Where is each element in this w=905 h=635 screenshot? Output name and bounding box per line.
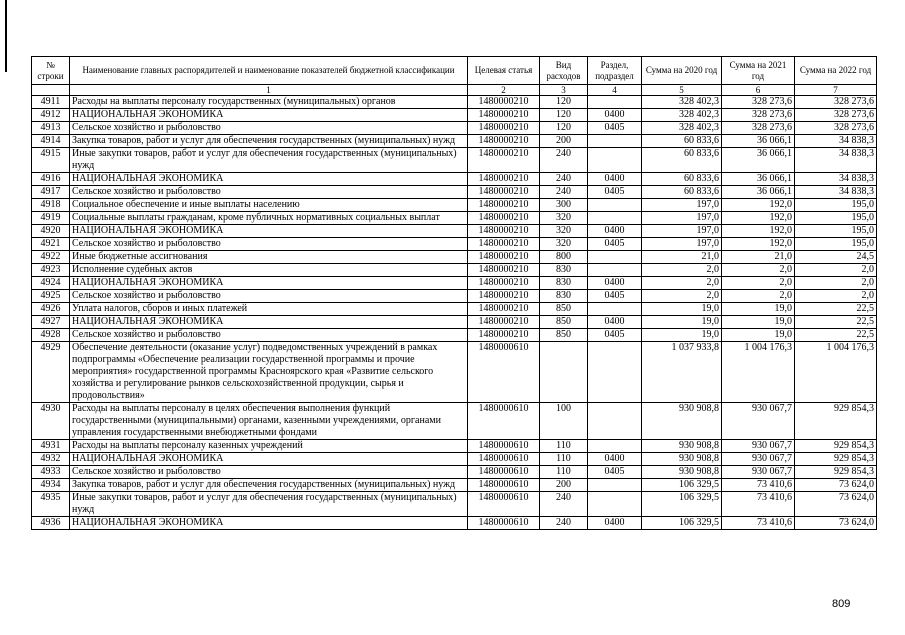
row-sum-2021: 36 066,1: [722, 186, 795, 199]
row-sum-2020: 21,0: [642, 251, 722, 264]
row-sum-2021: 930 067,7: [722, 466, 795, 479]
row-sum-2021: 2,0: [722, 277, 795, 290]
row-target-article: 1480000210: [468, 109, 540, 122]
table-row: [32, 329, 877, 342]
column-number: 1: [70, 85, 468, 96]
row-number: 4911: [32, 96, 70, 109]
row-sum-2020: 2,0: [642, 264, 722, 277]
row-sum-2022: 195,0: [795, 199, 877, 212]
row-name: Социальные выплаты гражданам, кроме публичных нормативных социальных выплат: [70, 212, 468, 225]
row-section: 0400: [588, 225, 642, 238]
table-row: [32, 277, 877, 290]
row-sum-2021: 192,0: [722, 238, 795, 251]
header-section: Раздел, подраздел: [588, 57, 642, 85]
row-name: НАЦИОНАЛЬНАЯ ЭКОНОМИКА: [70, 316, 468, 329]
page-number: 809: [832, 598, 851, 610]
row-sum-2022: 2,0: [795, 264, 877, 277]
row-name: Иные закупки товаров, работ и услуг для обеспечения государственных (муниципальных) нужд: [70, 148, 468, 173]
row-sum-2021: 192,0: [722, 225, 795, 238]
row-sum-2021: 19,0: [722, 303, 795, 316]
row-section: [588, 199, 642, 212]
row-sum-2021: 73 410,6: [722, 492, 795, 517]
row-number: 4922: [32, 251, 70, 264]
table-row: [32, 303, 877, 316]
row-sum-2022: 328 273,6: [795, 96, 877, 109]
row-number: 4930: [32, 403, 70, 440]
row-sum-2020: 60 833,6: [642, 186, 722, 199]
row-sum-2022: 22,5: [795, 316, 877, 329]
row-expense-type: 240: [540, 148, 588, 173]
row-sum-2020: 19,0: [642, 329, 722, 342]
row-sum-2021: 21,0: [722, 251, 795, 264]
row-expense-type: 320: [540, 225, 588, 238]
budget-table: [31, 56, 877, 530]
table-row: [32, 316, 877, 329]
row-target-article: 1480000610: [468, 440, 540, 453]
row-target-article: 1480000610: [468, 517, 540, 530]
row-sum-2022: 195,0: [795, 212, 877, 225]
table-row: [32, 122, 877, 135]
row-expense-type: 200: [540, 479, 588, 492]
row-sum-2021: 19,0: [722, 316, 795, 329]
row-target-article: 1480000210: [468, 135, 540, 148]
row-sum-2022: 328 273,6: [795, 122, 877, 135]
table-row: [32, 453, 877, 466]
row-sum-2022: 195,0: [795, 225, 877, 238]
row-expense-type: 200: [540, 135, 588, 148]
row-number: 4927: [32, 316, 70, 329]
row-sum-2022: 73 624,0: [795, 492, 877, 517]
row-sum-2022: 929 854,3: [795, 466, 877, 479]
row-sum-2021: 930 067,7: [722, 453, 795, 466]
row-number: 4934: [32, 479, 70, 492]
row-sum-2022: 2,0: [795, 277, 877, 290]
row-sum-2020: 197,0: [642, 212, 722, 225]
row-sum-2021: 930 067,7: [722, 440, 795, 453]
row-sum-2022: 1 004 176,3: [795, 342, 877, 403]
row-name: Закупка товаров, работ и услуг для обеспечения государственных (муниципальных) нужд: [70, 135, 468, 148]
row-sum-2020: 197,0: [642, 238, 722, 251]
row-name: НАЦИОНАЛЬНАЯ ЭКОНОМИКА: [70, 109, 468, 122]
column-number: 7: [795, 85, 877, 96]
row-sum-2022: 34 838,3: [795, 148, 877, 173]
row-section: [588, 148, 642, 173]
row-number: 4916: [32, 173, 70, 186]
row-sum-2020: 2,0: [642, 277, 722, 290]
row-number: 4933: [32, 466, 70, 479]
row-target-article: 1480000610: [468, 479, 540, 492]
row-target-article: 1480000610: [468, 453, 540, 466]
row-sum-2021: 328 273,6: [722, 96, 795, 109]
row-name: Сельское хозяйство и рыболовство: [70, 122, 468, 135]
row-section: 0400: [588, 517, 642, 530]
table-row: [32, 517, 877, 530]
row-expense-type: 120: [540, 109, 588, 122]
row-target-article: 1480000210: [468, 303, 540, 316]
row-section: [588, 479, 642, 492]
row-section: 0405: [588, 290, 642, 303]
row-section: [588, 96, 642, 109]
table-row: [32, 212, 877, 225]
row-expense-type: 110: [540, 440, 588, 453]
row-name: Иные бюджетные ассигнования: [70, 251, 468, 264]
row-number: 4923: [32, 264, 70, 277]
row-sum-2020: 930 908,8: [642, 403, 722, 440]
row-sum-2022: 2,0: [795, 290, 877, 303]
row-name: НАЦИОНАЛЬНАЯ ЭКОНОМИКА: [70, 225, 468, 238]
row-section: 0400: [588, 277, 642, 290]
table-row: [32, 109, 877, 122]
row-name: НАЦИОНАЛЬНАЯ ЭКОНОМИКА: [70, 517, 468, 530]
table-row: [32, 186, 877, 199]
table-row: [32, 290, 877, 303]
row-sum-2022: 34 838,3: [795, 173, 877, 186]
row-sum-2022: 328 273,6: [795, 109, 877, 122]
row-target-article: 1480000210: [468, 148, 540, 173]
row-sum-2020: 60 833,6: [642, 173, 722, 186]
row-section: [588, 303, 642, 316]
header-target-article: Целевая статья: [468, 57, 540, 85]
row-sum-2022: 929 854,3: [795, 440, 877, 453]
row-sum-2022: 34 838,3: [795, 135, 877, 148]
row-expense-type: 320: [540, 238, 588, 251]
header-name: Наименование главных распорядителей и наименование показателей бюджетной классификации: [70, 57, 468, 85]
row-name: НАЦИОНАЛЬНАЯ ЭКОНОМИКА: [70, 173, 468, 186]
row-sum-2021: 930 067,7: [722, 403, 795, 440]
row-target-article: 1480000610: [468, 466, 540, 479]
table-row: [32, 342, 877, 403]
row-target-article: 1480000210: [468, 212, 540, 225]
row-target-article: 1480000210: [468, 290, 540, 303]
row-expense-type: 850: [540, 303, 588, 316]
table-row: [32, 96, 877, 109]
table-row: [32, 238, 877, 251]
column-number: 3: [540, 85, 588, 96]
column-number: 6: [722, 85, 795, 96]
row-number: 4921: [32, 238, 70, 251]
table-row: [32, 466, 877, 479]
row-sum-2022: 73 624,0: [795, 479, 877, 492]
row-name: Расходы на выплаты персоналу казенных учреждений: [70, 440, 468, 453]
page-margin-line: [5, 0, 7, 72]
row-sum-2020: 60 833,6: [642, 148, 722, 173]
row-sum-2021: 192,0: [722, 212, 795, 225]
row-name: НАЦИОНАЛЬНАЯ ЭКОНОМИКА: [70, 277, 468, 290]
row-number: 4917: [32, 186, 70, 199]
row-sum-2021: 36 066,1: [722, 135, 795, 148]
row-name: Социальное обеспечение и иные выплаты населению: [70, 199, 468, 212]
header-sum-2022: Сумма на 2022 год: [795, 57, 877, 85]
row-sum-2022: 24,5: [795, 251, 877, 264]
row-target-article: 1480000210: [468, 238, 540, 251]
row-name: Сельское хозяйство и рыболовство: [70, 329, 468, 342]
row-name: НАЦИОНАЛЬНАЯ ЭКОНОМИКА: [70, 453, 468, 466]
row-expense-type: [540, 342, 588, 403]
table-row: [32, 148, 877, 173]
row-section: 0400: [588, 109, 642, 122]
table-row: [32, 264, 877, 277]
row-expense-type: 120: [540, 96, 588, 109]
row-expense-type: 830: [540, 264, 588, 277]
row-target-article: 1480000610: [468, 492, 540, 517]
row-expense-type: 240: [540, 173, 588, 186]
row-sum-2022: 34 838,3: [795, 186, 877, 199]
row-name: Сельское хозяйство и рыболовство: [70, 290, 468, 303]
row-target-article: 1480000610: [468, 403, 540, 440]
row-target-article: 1480000210: [468, 225, 540, 238]
row-number: 4928: [32, 329, 70, 342]
row-expense-type: 240: [540, 492, 588, 517]
row-expense-type: 800: [540, 251, 588, 264]
row-sum-2022: 22,5: [795, 329, 877, 342]
row-expense-type: 240: [540, 517, 588, 530]
row-section: [588, 440, 642, 453]
row-sum-2020: 106 329,5: [642, 492, 722, 517]
row-target-article: 1480000210: [468, 251, 540, 264]
row-number: 4932: [32, 453, 70, 466]
row-sum-2021: 19,0: [722, 329, 795, 342]
row-number: 4913: [32, 122, 70, 135]
row-name: Расходы на выплаты персоналу в целях обеспечения выполнения функций государственными (муниципальными) органами, казенными учреждениями, органами управления государственными внебюджетными фондами: [70, 403, 468, 440]
row-target-article: 1480000210: [468, 173, 540, 186]
column-number-row: [32, 85, 877, 96]
row-section: [588, 342, 642, 403]
column-number: 5: [642, 85, 722, 96]
row-name: Иные закупки товаров, работ и услуг для обеспечения государственных (муниципальных) нужд: [70, 492, 468, 517]
row-name: Расходы на выплаты персоналу государственных (муниципальных) органов: [70, 96, 468, 109]
row-number: 4918: [32, 199, 70, 212]
row-section: [588, 492, 642, 517]
header-row-number: № строки: [32, 57, 70, 85]
row-number: 4924: [32, 277, 70, 290]
row-section: [588, 403, 642, 440]
row-sum-2022: 929 854,3: [795, 453, 877, 466]
row-target-article: 1480000210: [468, 329, 540, 342]
row-sum-2020: 197,0: [642, 225, 722, 238]
row-section: 0405: [588, 466, 642, 479]
row-target-article: 1480000210: [468, 96, 540, 109]
column-number: 2: [468, 85, 540, 96]
column-number: 4: [588, 85, 642, 96]
row-sum-2021: 328 273,6: [722, 122, 795, 135]
row-expense-type: 830: [540, 290, 588, 303]
row-sum-2020: 60 833,6: [642, 135, 722, 148]
row-sum-2022: 22,5: [795, 303, 877, 316]
table-row: [32, 199, 877, 212]
row-sum-2022: 929 854,3: [795, 403, 877, 440]
row-sum-2020: 328 402,3: [642, 96, 722, 109]
row-sum-2021: 2,0: [722, 264, 795, 277]
table-row: [32, 225, 877, 238]
row-sum-2020: 2,0: [642, 290, 722, 303]
row-sum-2022: 73 624,0: [795, 517, 877, 530]
table-row: [32, 251, 877, 264]
row-sum-2021: 73 410,6: [722, 517, 795, 530]
row-sum-2021: 2,0: [722, 290, 795, 303]
row-target-article: 1480000210: [468, 264, 540, 277]
row-name: Уплата налогов, сборов и иных платежей: [70, 303, 468, 316]
row-number: 4925: [32, 290, 70, 303]
row-number: 4931: [32, 440, 70, 453]
row-expense-type: 110: [540, 466, 588, 479]
row-target-article: 1480000210: [468, 277, 540, 290]
row-section: 0400: [588, 316, 642, 329]
row-section: 0405: [588, 329, 642, 342]
row-section: 0400: [588, 173, 642, 186]
row-expense-type: 300: [540, 199, 588, 212]
header-sum-2020: Сумма на 2020 год: [642, 57, 722, 85]
row-name: Обеспечение деятельности (оказание услуг) подведомственных учреждений в рамках подпрограммы «Обеспечение реализации государственной программы и прочие мероприятия» государственной программы Красноярского края «Развитие сельского хозяйства и регулирование рынков сельскохозяйственной продукции, сырья и продовольствия»: [70, 342, 468, 403]
row-section: 0405: [588, 186, 642, 199]
row-sum-2020: 19,0: [642, 303, 722, 316]
row-sum-2020: 328 402,3: [642, 109, 722, 122]
row-number: 4914: [32, 135, 70, 148]
row-number: 4912: [32, 109, 70, 122]
row-expense-type: 830: [540, 277, 588, 290]
column-number: [32, 85, 70, 96]
row-sum-2020: 328 402,3: [642, 122, 722, 135]
row-section: [588, 135, 642, 148]
row-expense-type: 320: [540, 212, 588, 225]
table-row: [32, 173, 877, 186]
header-expense-type: Вид расходов: [540, 57, 588, 85]
row-sum-2021: 328 273,6: [722, 109, 795, 122]
table-row: [32, 492, 877, 517]
row-sum-2021: 36 066,1: [722, 173, 795, 186]
row-sum-2020: 930 908,8: [642, 440, 722, 453]
row-number: 4919: [32, 212, 70, 225]
row-section: [588, 264, 642, 277]
row-expense-type: 110: [540, 453, 588, 466]
row-target-article: 1480000210: [468, 199, 540, 212]
table-row: [32, 479, 877, 492]
row-section: [588, 212, 642, 225]
row-expense-type: 100: [540, 403, 588, 440]
row-expense-type: 850: [540, 316, 588, 329]
row-name: Сельское хозяйство и рыболовство: [70, 238, 468, 251]
row-section: 0400: [588, 453, 642, 466]
row-sum-2020: 106 329,5: [642, 479, 722, 492]
row-number: 4920: [32, 225, 70, 238]
row-sum-2022: 195,0: [795, 238, 877, 251]
row-section: 0405: [588, 238, 642, 251]
table-row: [32, 440, 877, 453]
row-section: 0405: [588, 122, 642, 135]
row-target-article: 1480000210: [468, 186, 540, 199]
row-name: Сельское хозяйство и рыболовство: [70, 466, 468, 479]
row-expense-type: 120: [540, 122, 588, 135]
row-number: 4935: [32, 492, 70, 517]
row-sum-2020: 1 037 933,8: [642, 342, 722, 403]
row-target-article: 1480000610: [468, 342, 540, 403]
row-number: 4929: [32, 342, 70, 403]
row-number: 4926: [32, 303, 70, 316]
row-sum-2021: 36 066,1: [722, 148, 795, 173]
row-expense-type: 850: [540, 329, 588, 342]
row-number: 4915: [32, 148, 70, 173]
row-target-article: 1480000210: [468, 316, 540, 329]
row-sum-2020: 930 908,8: [642, 453, 722, 466]
row-sum-2020: 930 908,8: [642, 466, 722, 479]
row-sum-2020: 106 329,5: [642, 517, 722, 530]
table-row: [32, 403, 877, 440]
row-name: Закупка товаров, работ и услуг для обеспечения государственных (муниципальных) нужд: [70, 479, 468, 492]
row-sum-2021: 73 410,6: [722, 479, 795, 492]
row-name: Сельское хозяйство и рыболовство: [70, 186, 468, 199]
header-sum-2021: Сумма на 2021 год: [722, 57, 795, 85]
row-section: [588, 251, 642, 264]
row-number: 4936: [32, 517, 70, 530]
row-sum-2020: 19,0: [642, 316, 722, 329]
row-expense-type: 240: [540, 186, 588, 199]
row-sum-2021: 1 004 176,3: [722, 342, 795, 403]
table-row: [32, 135, 877, 148]
row-name: Исполнение судебных актов: [70, 264, 468, 277]
row-target-article: 1480000210: [468, 122, 540, 135]
row-sum-2021: 192,0: [722, 199, 795, 212]
table-header-row: [32, 57, 877, 85]
row-sum-2020: 197,0: [642, 199, 722, 212]
